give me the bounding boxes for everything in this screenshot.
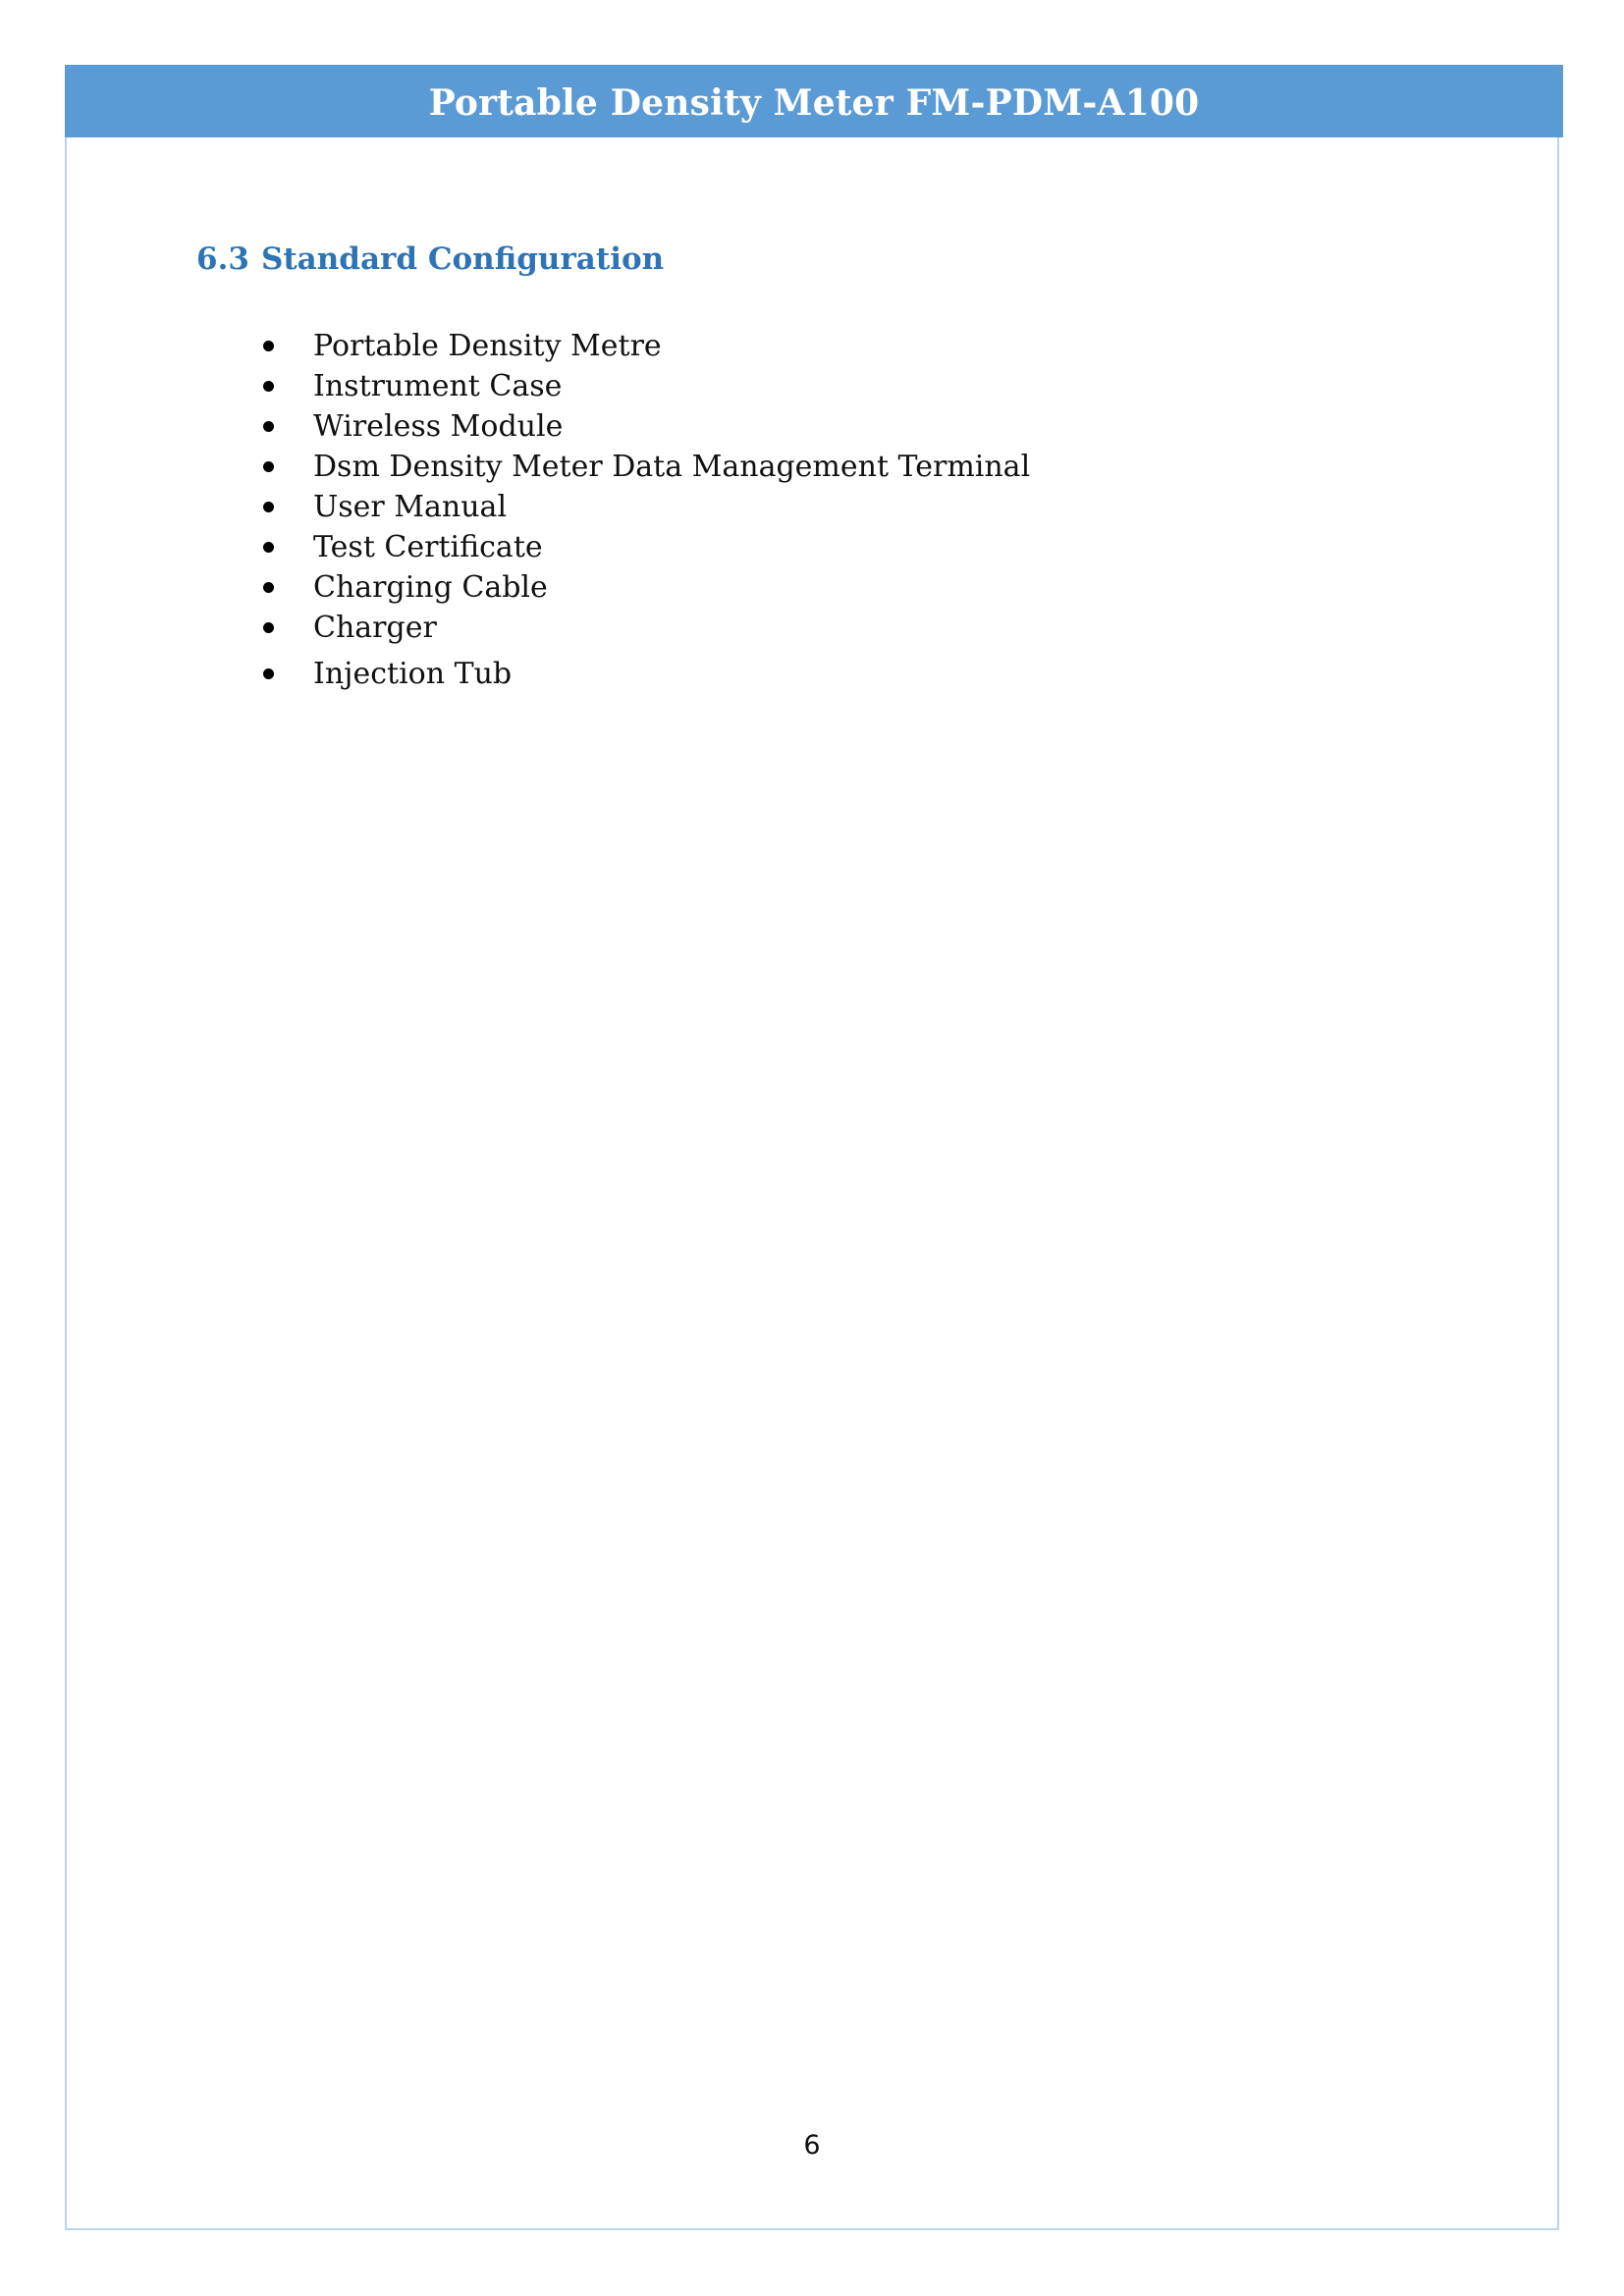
list-item-label: Charger [313,611,437,645]
list-item-label: User Manual [313,490,508,524]
list-item [263,567,1030,608]
bullet-icon [263,502,274,512]
list-item-label: Portable Density Metre [313,329,662,363]
list-item [263,487,1030,527]
bullet-icon [263,421,274,432]
page-number: 6 [803,2130,821,2161]
list-item [263,447,1030,487]
list-item [263,366,1030,406]
list-item-label: Injection Tub [313,657,513,691]
list-item [263,326,1030,366]
list-item [263,608,1030,648]
list-item-label: Dsm Density Meter Data Management Terminal [313,450,1031,484]
bullet-icon [263,542,274,553]
document-title: Portable Density Meter FM-PDM-A100 [428,82,1200,124]
bullet-icon [263,461,274,472]
list-item-label: Wireless Module [313,409,564,444]
list-item [263,654,1030,694]
list-item-label: Charging Cable [313,570,548,605]
list-item-label: Instrument Case [313,369,563,403]
list-item [263,527,1030,567]
configuration-list [263,326,1030,694]
bullet-icon [263,582,274,593]
header-band [65,65,1563,137]
section-title: Standard Configuration [260,241,665,277]
list-item-label: Test Certificate [313,530,543,564]
section-heading [196,241,664,277]
section-number: 6.3 [196,241,249,277]
list-item [263,406,1030,447]
bullet-icon [263,341,274,351]
bullet-icon [263,622,274,633]
bullet-icon [263,668,274,679]
bullet-icon [263,381,274,392]
